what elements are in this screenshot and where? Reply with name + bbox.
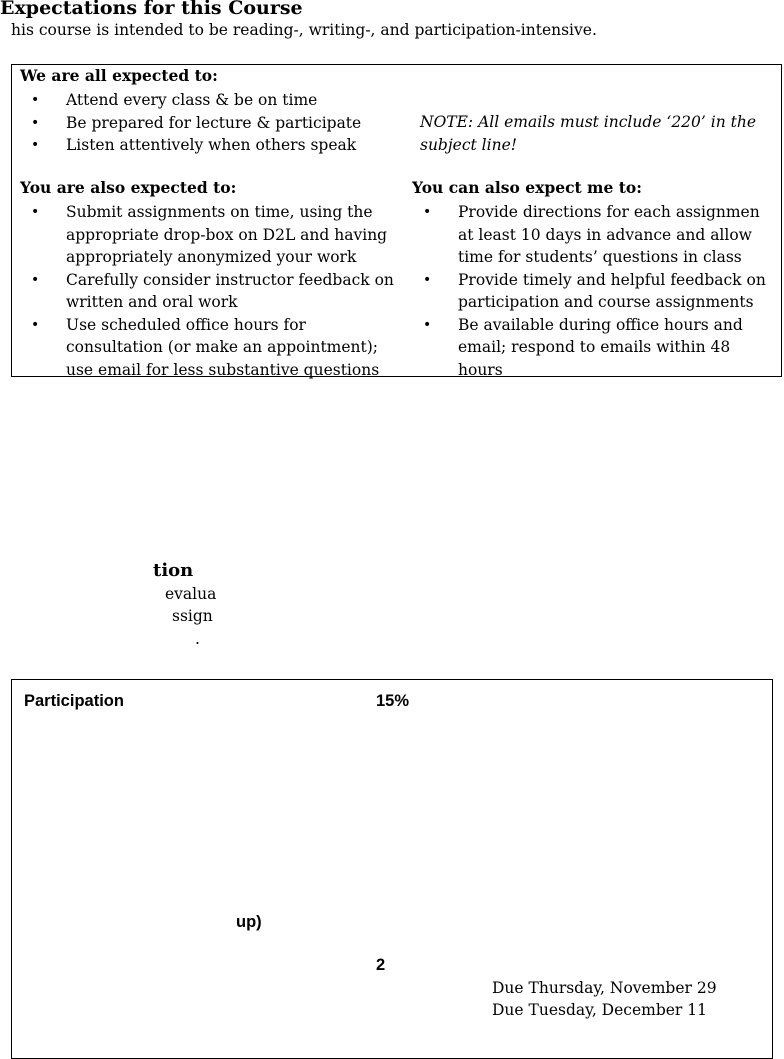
list-item: • Provide timely and helpful feedback on participation and course assignments xyxy=(421,269,766,314)
intro-text: his course is intended to be reading-, writing-, and participation-intensive. xyxy=(11,21,597,39)
expectations-box xyxy=(11,64,782,377)
instructor-expected-list xyxy=(421,201,766,381)
students-expected-list xyxy=(29,201,394,381)
instructor-expected-heading: You can also expect me to: xyxy=(412,178,642,197)
text-fragment: ssign xyxy=(172,607,213,625)
list-item: • Attend every class & be on time xyxy=(29,89,361,112)
text-fragment: evalua xyxy=(165,585,217,603)
students-expected-heading: You are also expected to: xyxy=(20,178,237,197)
page-title: Expectations for this Course xyxy=(0,0,303,19)
participation-percent: 15% xyxy=(376,692,410,710)
due-date: Due Tuesday, December 11 xyxy=(492,1001,707,1019)
heading-fragment: tion xyxy=(153,560,194,581)
text-fragment: . xyxy=(195,630,200,648)
list-item: • Be prepared for lecture & participate xyxy=(29,112,361,135)
participation-label: Participation xyxy=(24,692,124,710)
list-item: • Provide directions for each assignmen at least 10 days in advance and allow time for students’ questions in class xyxy=(421,201,766,269)
grading-box xyxy=(11,679,773,1059)
all-expected-heading: We are all expected to: xyxy=(20,66,218,85)
all-expected-list xyxy=(29,89,361,157)
list-item: • Submit assignments on time, using the appropriate drop-box on D2L and having appropriately anonymized your work xyxy=(29,201,394,269)
text-fragment: up) xyxy=(236,913,262,931)
list-item: • Carefully consider instructor feedback on written and oral work xyxy=(29,269,394,314)
list-item: • Be available during office hours and email; respond to emails within 48 hours xyxy=(421,314,766,382)
list-item: • Use scheduled office hours for consultation (or make an appointment); use email for less substantive questions xyxy=(29,314,394,382)
list-item: • Listen attentively when others speak xyxy=(29,134,361,157)
email-note: NOTE: All emails must include ‘220’ in the subject line! xyxy=(420,113,757,154)
text-fragment: 2 xyxy=(376,956,386,974)
due-date: Due Thursday, November 29 xyxy=(492,979,717,997)
